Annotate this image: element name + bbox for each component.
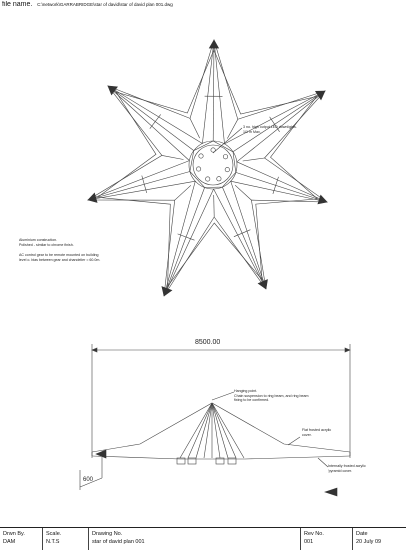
downlight-marker: [223, 155, 227, 159]
date-cell: [352, 528, 406, 550]
suspension-rod: [196, 403, 212, 458]
rev-value: 001: [304, 539, 314, 545]
valley-connector: [162, 155, 184, 159]
star-plan-view: [88, 40, 327, 296]
arm-rib: [222, 187, 266, 289]
arm-rib: [236, 172, 327, 202]
elevation-view: [80, 344, 350, 496]
valley-connector: [214, 195, 215, 217]
downlights-note: [243, 125, 297, 134]
suspension-rod: [212, 403, 244, 458]
suspension-rod: [180, 403, 212, 458]
downlights-note-line-2: 1/1 m Max.: [243, 129, 261, 134]
pyramid-cover-symbol: [325, 488, 337, 496]
pyramid-cover-leader: [318, 458, 328, 467]
file-name-label: file name.: [2, 1, 33, 8]
drawn-by-cell: [0, 528, 42, 550]
suspension-rod: [204, 403, 212, 458]
construction-note-line-2: Polished - similar to chrome finish.: [19, 242, 74, 247]
title-block: [0, 527, 406, 550]
star-inner-frame: [98, 50, 318, 287]
scale-cell: [42, 528, 88, 550]
drawn-by-label: Drwn By.: [3, 531, 25, 537]
overall-dimension-label: 8500.00: [195, 339, 221, 346]
hanging-point-line-3: fixing to be confirmed.: [234, 398, 270, 403]
valley-connector: [227, 119, 238, 138]
construction-note-line-1: Aluminium construction.: [19, 238, 58, 242]
star-outline: [88, 40, 327, 296]
date-label: Date: [356, 531, 368, 537]
flat-cover-note: [302, 428, 331, 437]
suspension-rod: [188, 403, 212, 458]
arm-side-rib: [214, 40, 225, 144]
dimension-arrow-right: [345, 348, 350, 352]
body-bottom-profile: [92, 456, 350, 459]
valley-connector: [175, 185, 191, 200]
center-ring: [189, 141, 237, 189]
date-value: 20 July 09: [356, 539, 382, 545]
drawing-no-value: star of david plan 001: [92, 539, 145, 545]
downlight-marker: [225, 167, 229, 171]
drawn-by-value: DAM: [3, 539, 16, 545]
hanging-point-line-1: Hanging point.: [234, 389, 258, 393]
scale-label: Scale.: [46, 531, 62, 537]
pyramid-cover-note: [328, 464, 366, 473]
tip-cone: [88, 193, 97, 202]
arm-rib: [233, 91, 325, 152]
drawing-no-label: Drawing No.: [92, 531, 123, 537]
hanging-point-note: [234, 389, 309, 403]
scale-value: N.T.S: [46, 539, 60, 545]
arm-cross-bar: [150, 114, 161, 128]
control-gear-note-line-2: level o. bias between gear and chandelier = 60.0m.: [19, 257, 101, 262]
technical-drawing: [0, 12, 406, 524]
downlight-marker: [206, 177, 210, 181]
downlight-marker: [196, 167, 200, 171]
arm-side-rib: [237, 162, 327, 202]
downlight-marker: [217, 177, 221, 181]
arm-rib: [88, 172, 190, 201]
suspension-rod: [212, 403, 236, 458]
control-gear-note: [19, 253, 100, 262]
rev-cell: [300, 528, 352, 550]
downlights-leader: [213, 128, 242, 153]
arm-side-rib: [108, 86, 202, 144]
hanging-point-line-2: Chain suspension to ring beam, and ring beam: [234, 393, 309, 398]
downlight-marker: [199, 154, 203, 158]
center-ring-inner: [193, 145, 233, 185]
drawing-no-cell: [88, 528, 300, 550]
tip-cone: [209, 40, 218, 48]
arm-rib: [213, 40, 214, 141]
suspension-rod: [212, 403, 228, 458]
flat-cover-leader: [288, 437, 300, 445]
hanging-point-leader: [212, 392, 234, 400]
pyramid-cover-line-2: 'pyramid cover.: [328, 468, 353, 473]
arm-side-rib: [108, 86, 189, 161]
construction-note: [19, 238, 74, 247]
arm-side-rib: [202, 40, 214, 144]
flat-cover-line-1: Flat frosted acrylic: [302, 428, 332, 432]
control-gear-note-line-1: AC control gear to be remote mounted on building: [19, 253, 99, 257]
flat-cover-line-2: cover.: [302, 432, 312, 437]
downlights-note-line-1: 3 no. high output LED downlights.: [243, 125, 297, 129]
valley-connector: [190, 118, 200, 138]
dimension-arrow-left: [92, 348, 97, 352]
valley-connector: [243, 158, 265, 161]
arm-side-rib: [88, 161, 189, 200]
small-dimension-label: 600: [83, 477, 94, 483]
suspension-rod: [212, 403, 220, 458]
pyramid-cover-line-1: Internally frosted acrylic: [328, 464, 366, 468]
valley-connector: [235, 185, 251, 200]
rev-label: Rev No.: [304, 531, 324, 537]
file-path: C:\network\GARRABRIDGE\star of david\star of david plan 001.dwg: [37, 2, 173, 7]
arm-side-rib: [225, 91, 326, 144]
